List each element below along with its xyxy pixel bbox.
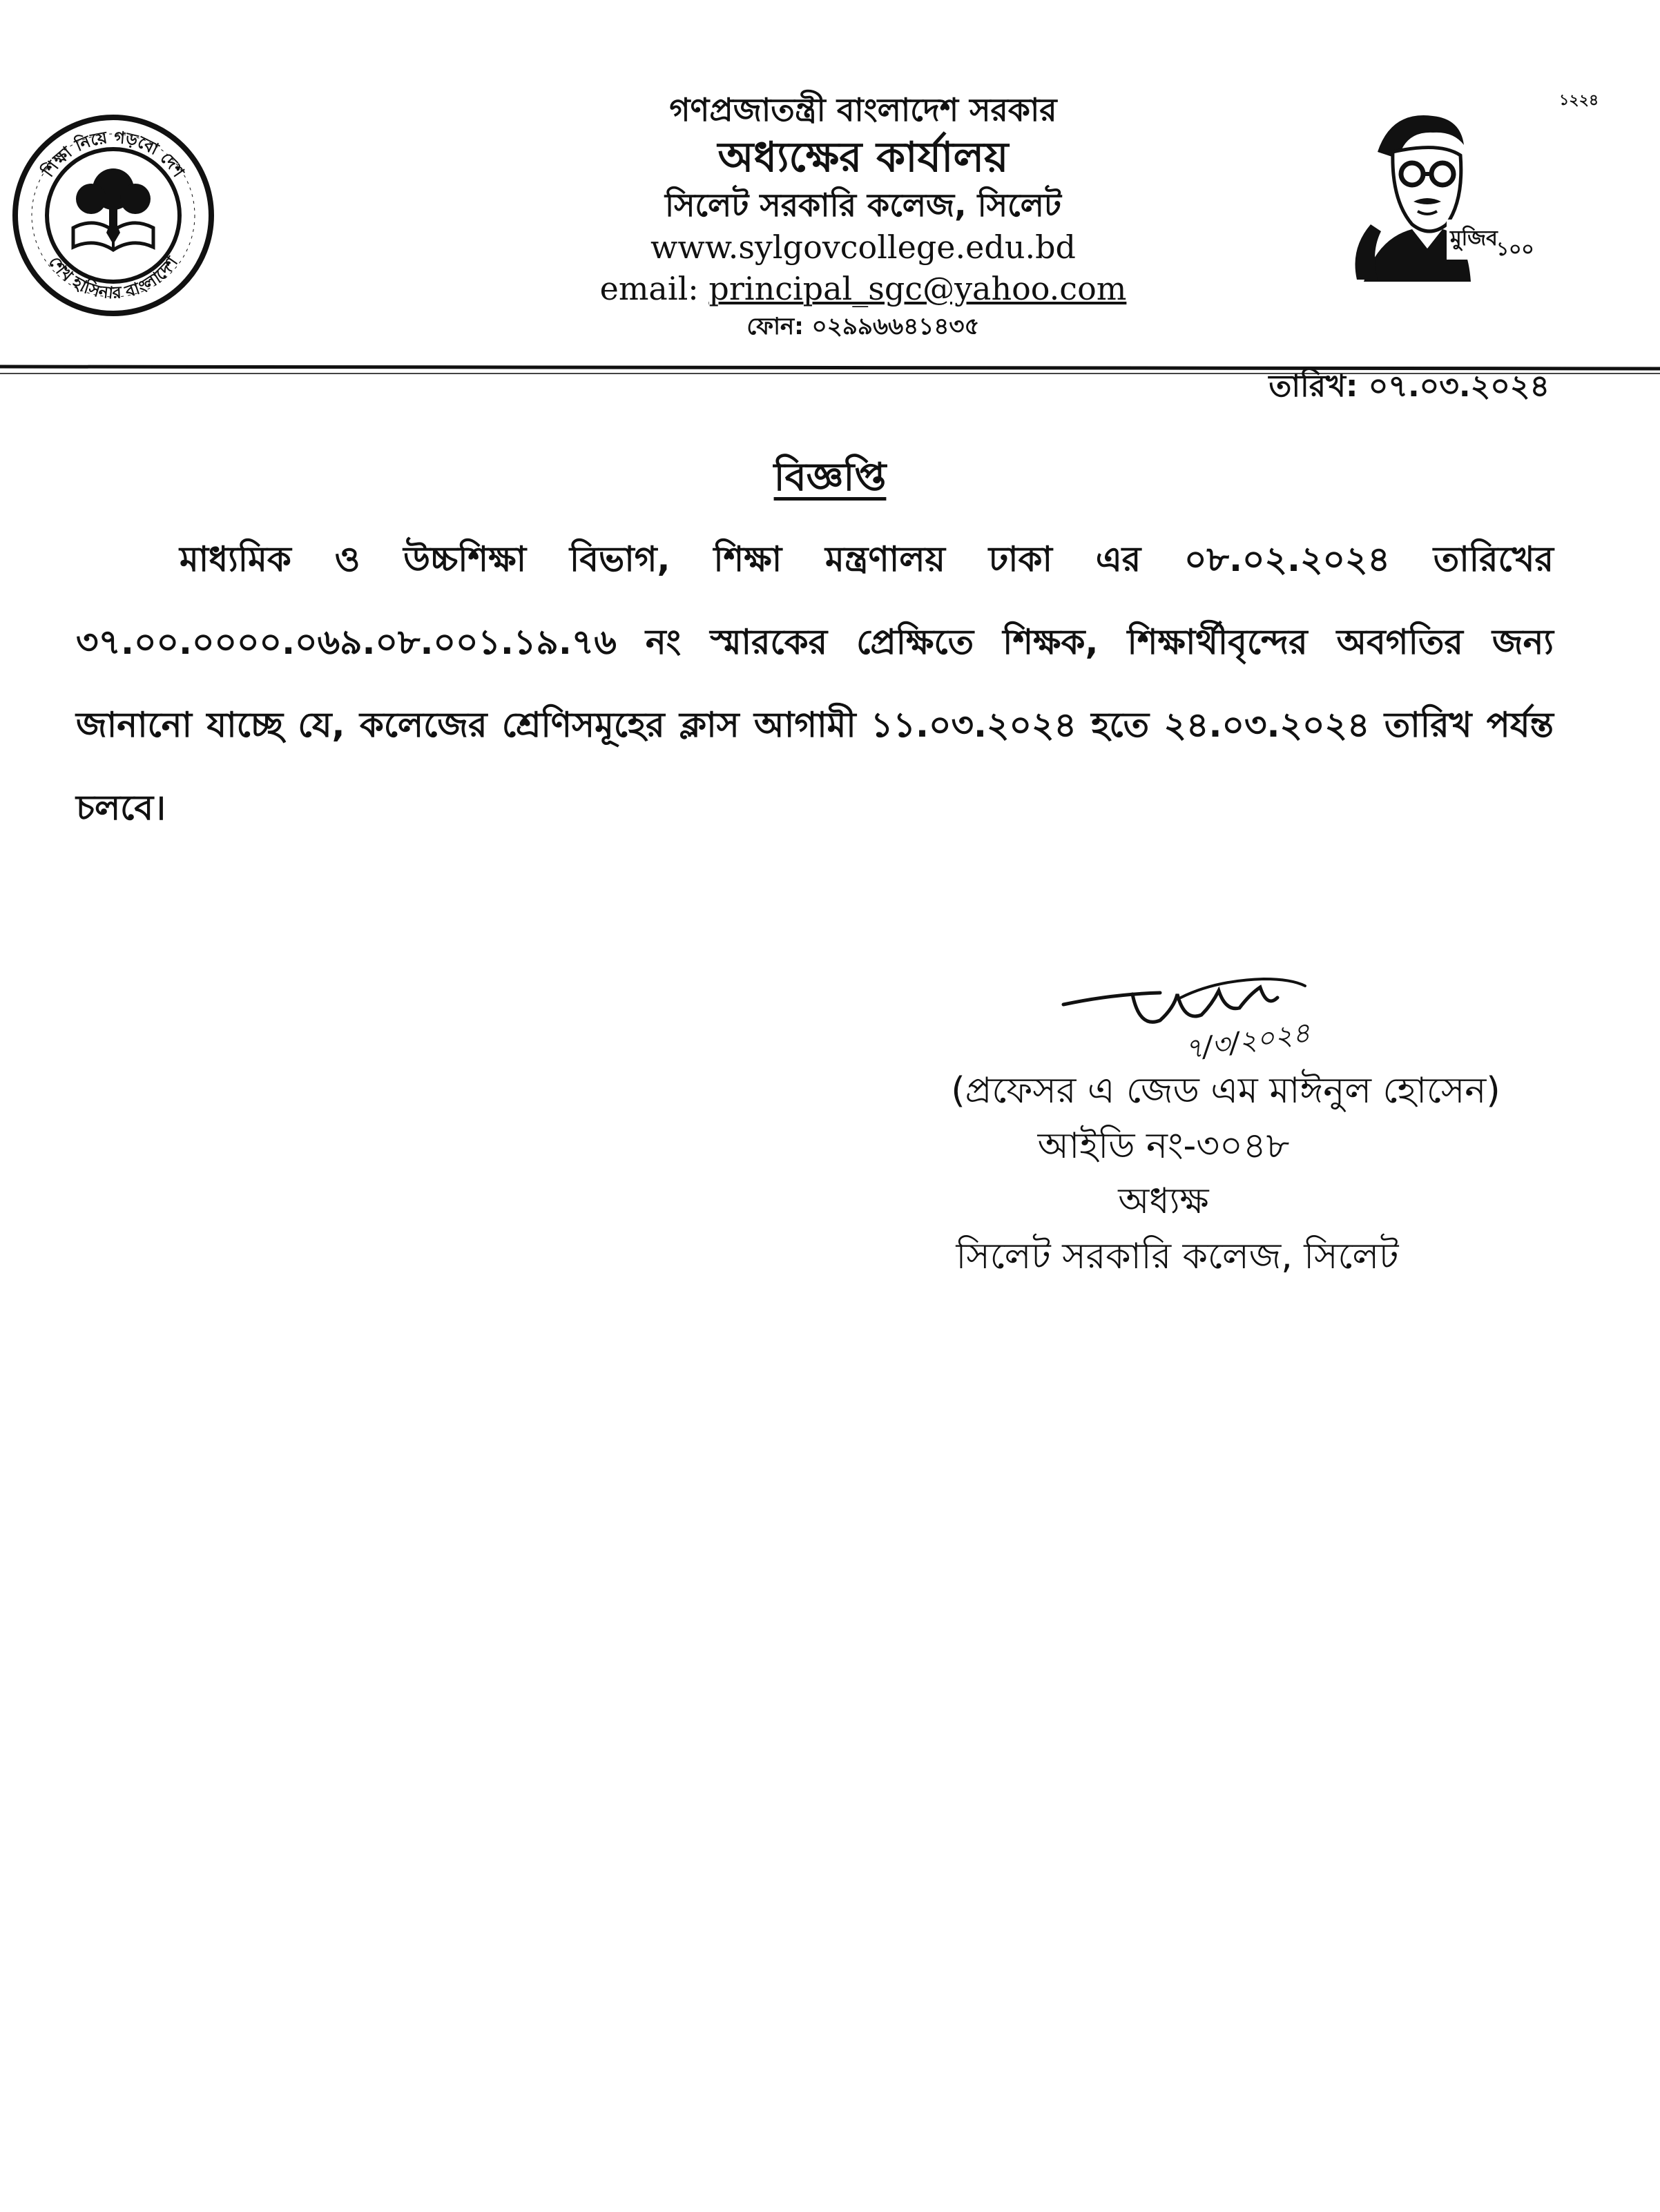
email-line bbox=[414, 268, 1312, 309]
email-label: email: bbox=[599, 270, 699, 307]
signatory-id: আইডি নং-৩০৪৮ bbox=[1037, 1125, 1290, 1167]
notice-date: তারিখ: ০৭.০৩.২০২৪ bbox=[1268, 369, 1550, 404]
notice-title-text: বিজ্ঞপ্তি bbox=[773, 455, 887, 500]
office-name: অধ্যক্ষের কার্যালয় bbox=[717, 133, 1009, 182]
notice-title bbox=[0, 447, 1660, 512]
institution-name: সিলেট সরকারি কলেজ, সিলেট bbox=[664, 186, 1062, 224]
signatory-name: (প্রফেসর এ জেড এম মাঈনুল হোসেন) bbox=[951, 1070, 1500, 1112]
signature-date: ৭/৩/২০২৪ bbox=[1182, 1016, 1313, 1066]
government-name: গণপ্রজাতন্ত্রী বাংলাদেশ সরকার bbox=[669, 91, 1057, 128]
website-link[interactable]: www.sylgovcollege.edu.bd bbox=[650, 229, 1076, 266]
signatory-office: সিলেট সরকারি কলেজ, সিলেট bbox=[956, 1236, 1399, 1277]
svg-text:১০০: ১০০ bbox=[1496, 237, 1534, 260]
handwritten-signature-icon bbox=[1056, 967, 1388, 1070]
signatory-designation: অধ্যক্ষ bbox=[1118, 1181, 1209, 1222]
svg-text:মুজিব: মুজিব bbox=[1450, 226, 1498, 251]
college-seal-icon bbox=[10, 112, 217, 319]
notice-body: মাধ্যমিক ও উচ্চশিক্ষা বিভাগ, শিক্ষা মন্ত্রণালয় ঢাকা এর ০৮.০২.২০২৪ তারিখের ৩৭.০০.০০০০.০৬৯.০৮.০০১.১৯.৭৬ নং স্মারকের প্রেক্ষিতে শিক্ষক, শিক্ষার্থীবৃন্দের অবগতির জন্য জানানো যাচ্ছে যে, কলেজের শ্রেণিসমূহের ক্লাস আগামী ১১.০৩.২০২৪ হতে ২৪.০৩.২০২৪ তারিখ পর্যন্ত চলবে। bbox=[76, 539, 1554, 828]
phone-number: ফোন: ০২৯৯৬৬৪১৪৩৫ bbox=[746, 313, 980, 340]
svg-text:শিক্ষা নিয়ে গড়বো দেশ: শিক্ষা নিয়ে গড়বো দেশ bbox=[38, 127, 189, 181]
svg-text:শেখ হাসিনার বাংলাদেশ: শেখ হাসিনার বাংলাদেশ bbox=[44, 253, 182, 303]
signatory-block bbox=[898, 1063, 1554, 1284]
mujib-100-portrait-icon bbox=[1350, 104, 1534, 283]
page-number: ১২২৪ bbox=[1559, 92, 1599, 109]
letterhead bbox=[414, 88, 1312, 344]
email-link[interactable]: principal_sgc@yahoo.com bbox=[708, 270, 1127, 307]
